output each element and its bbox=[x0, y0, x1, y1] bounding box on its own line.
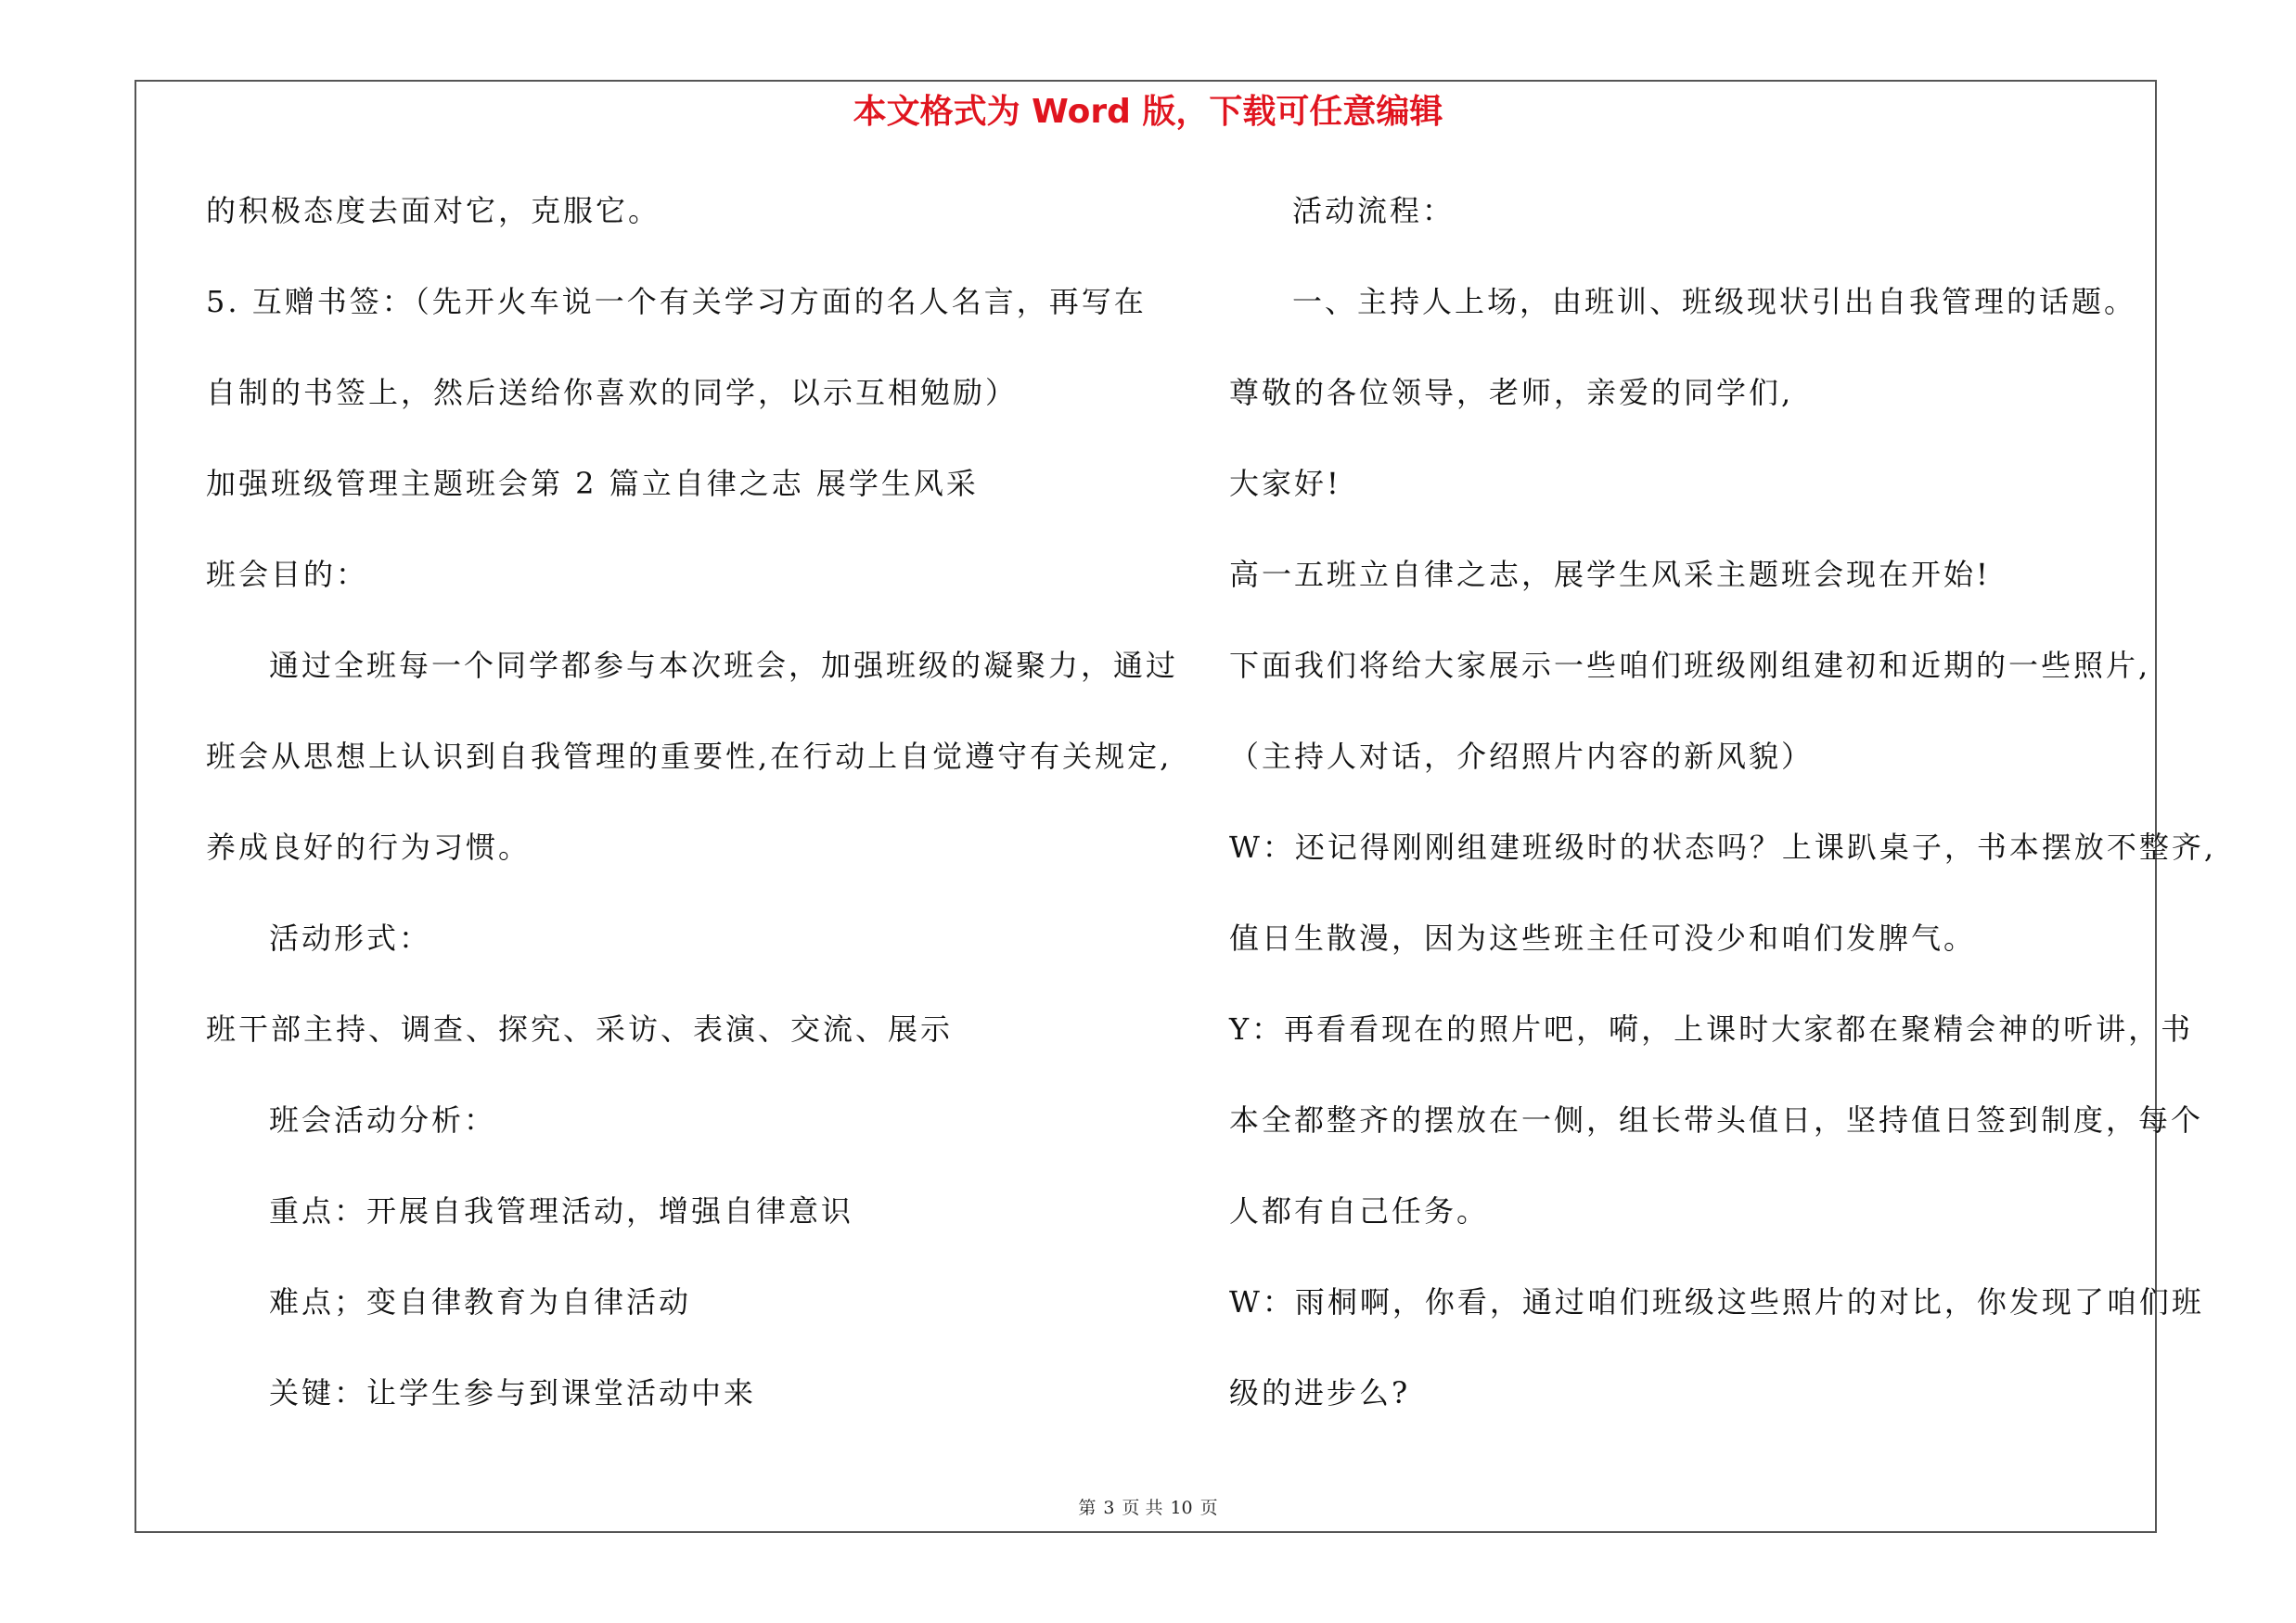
text-line: 班会从思想上认识到自我管理的重要性,在行动上自觉遵守有关规定, bbox=[206, 739, 1173, 774]
left-column bbox=[206, 182, 1179, 1455]
page-footer bbox=[0, 1494, 2296, 1519]
text-line: 关键：让学生参与到课堂活动中来 bbox=[269, 1375, 757, 1410]
text-line: 通过全班每一个同学都参与本次班会，加强班级的凝聚力，通过 bbox=[269, 648, 1179, 683]
text-line: 加强班级管理主题班会第 2 篇立自律之志 展学生风采 bbox=[206, 466, 979, 501]
text-line: 班会活动分析： bbox=[269, 1102, 497, 1138]
text-line: 活动形式： bbox=[269, 921, 432, 956]
text-line: 大家好! bbox=[1229, 466, 1341, 501]
text-line: 值日生散漫，因为这些班主任可没少和咱们发脾气。 bbox=[1229, 921, 1977, 956]
text-line: 下面我们将给大家展示一些咱们班级刚组建初和近期的一些照片, bbox=[1229, 648, 2151, 683]
text-line: 高一五班立自律之志，展学生风采主题班会现在开始! bbox=[1229, 557, 1991, 592]
page-total: 10 bbox=[1170, 1498, 1193, 1518]
text-line: （主持人对话，介绍照片内容的新风貌） bbox=[1229, 739, 1815, 774]
text-line: Y：再看看现在的照片吧，嗬，上课时大家都在聚精会神的听讲，书 bbox=[1229, 1011, 2194, 1047]
text-line: 的积极态度去面对它，克服它。 bbox=[206, 193, 661, 228]
text-line: 班干部主持、调查、探究、采访、表演、交流、展示 bbox=[206, 1011, 954, 1047]
text-line: 班会目的： bbox=[206, 557, 369, 592]
text-line: 活动流程： bbox=[1292, 193, 1456, 228]
text-line: 难点；变自律教育为自律活动 bbox=[269, 1284, 692, 1320]
page-current: 3 bbox=[1103, 1498, 1115, 1518]
text-line: 人都有自己任务。 bbox=[1229, 1193, 1490, 1229]
text-line: 尊敬的各位领导，老师，亲爱的同学们, bbox=[1229, 375, 1794, 410]
text-line: 本全都整齐的摆放在一侧，组长带头值日，坚持值日签到制度，每个 bbox=[1229, 1102, 2204, 1138]
text-line: W：还记得刚刚组建班级时的状态吗？上课趴桌子，书本摆放不整齐, bbox=[1229, 830, 2217, 865]
footer-suffix: 页 bbox=[1199, 1498, 1218, 1518]
text-line: 级的进步么? bbox=[1229, 1375, 1411, 1410]
footer-prefix: 第 bbox=[1078, 1498, 1097, 1518]
text-line: W：雨桐啊，你看，通过咱们班级这些照片的对比，你发现了咱们班 bbox=[1229, 1284, 2204, 1320]
editable-notice-banner: 本文格式为 Word 版，下载可任意编辑 bbox=[853, 93, 1443, 131]
text-line: 重点：开展自我管理活动，增强自律意识 bbox=[269, 1193, 854, 1229]
text-line: 5. 互赠书签：（先开火车说一个有关学习方面的名人名言，再写在 bbox=[206, 284, 1147, 319]
right-column bbox=[1229, 182, 2217, 1455]
text-line: 一、主持人上场，由班训、班级现状引出自我管理的话题。 bbox=[1292, 284, 2137, 319]
text-line: 自制的书签上，然后送给你喜欢的同学，以示互相勉励） bbox=[206, 375, 1019, 410]
text-line: 养成良好的行为习惯。 bbox=[206, 830, 532, 865]
footer-mid: 页 共 bbox=[1122, 1498, 1163, 1518]
